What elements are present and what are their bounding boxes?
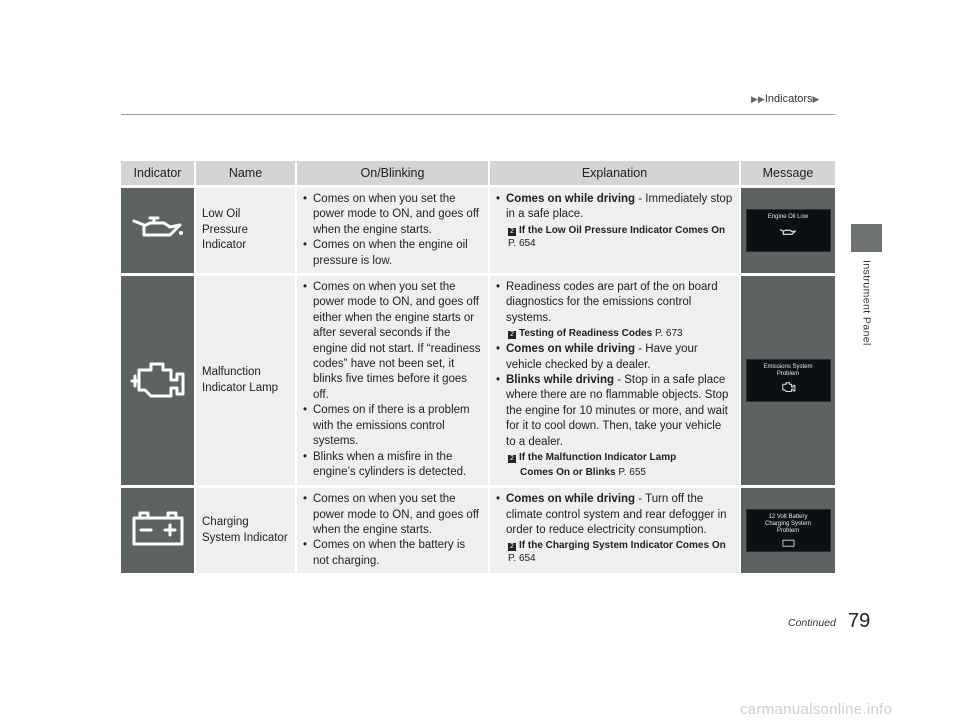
name-cell <box>196 188 297 273</box>
on-blinking-cell <box>297 488 490 573</box>
indicator-name: Low Oil Pressure Indicator <box>202 208 249 252</box>
emphasis: Comes on while driving <box>506 343 636 356</box>
oil-can-icon <box>130 213 186 243</box>
reference-page: P. 655 <box>618 467 646 479</box>
header-on-blinking: On/Blinking <box>297 161 490 185</box>
reference-title: If the Malfunction Indicator Lamp <box>519 452 677 464</box>
indicator-table <box>121 158 835 576</box>
section-label-text: Instrument Panel <box>860 260 873 346</box>
cross-reference[interactable] <box>496 451 733 464</box>
message-text: Problem <box>776 371 800 378</box>
emphasis: Comes on while driving <box>506 493 636 506</box>
message-text: Emissions System <box>763 364 813 371</box>
watermark: carmanualsonline.info <box>740 701 893 718</box>
message-cell <box>741 276 835 485</box>
table-header-row <box>121 161 835 185</box>
list-item: • Comes on if there is a problem with the emissions control systems. <box>303 403 482 449</box>
cross-reference[interactable] <box>496 539 733 565</box>
cross-reference[interactable] <box>496 327 733 340</box>
reference-icon: 2 <box>508 543 516 551</box>
explanation-cell <box>490 276 741 485</box>
indicator-name: Malfunction Indicator Lamp <box>202 366 279 394</box>
continued-note: Continued <box>788 617 836 629</box>
message-cell <box>741 488 835 573</box>
breadcrumb <box>751 93 819 105</box>
reference-icon: 2 <box>508 455 516 463</box>
list-item: • Readiness codes are part of the on board diagnostics for the emissions control systems. <box>496 280 733 326</box>
indicator-cell <box>121 276 196 485</box>
list-item: • Comes on when you set the power mode to ON, and goes off when the engine starts. <box>303 192 482 238</box>
list-item: • Comes on when you set the power mode to ON, and goes off either when the engine starts or after several seconds if the engine did not start. If “readiness codes” have not been set, it blinks five times before it goes off. <box>303 280 482 403</box>
header-rule <box>121 114 835 115</box>
name-cell <box>196 276 297 485</box>
header-message: Message <box>741 161 835 185</box>
section-tab <box>851 224 882 252</box>
indicator-cell <box>121 188 196 273</box>
on-blinking-cell <box>297 188 490 273</box>
indicator-name: Charging System Indicator <box>202 516 288 544</box>
cross-reference-continued[interactable] <box>496 466 733 479</box>
reference-icon: 2 <box>508 228 516 236</box>
engine-icon <box>129 358 187 398</box>
explanation-text: - Immediately stop in a safe place. <box>506 193 733 221</box>
oil-can-icon <box>777 227 799 237</box>
emphasis: Blinks while driving <box>506 374 614 387</box>
message-screen <box>746 209 831 252</box>
message-screen <box>746 509 831 552</box>
page-number: 79 <box>848 610 871 632</box>
header-indicator: Indicator <box>121 161 196 185</box>
breadcrumb-arrow-icon: ▶ <box>812 94 820 104</box>
reference-page: P. 673 <box>654 328 683 340</box>
message-text: Charging System <box>764 521 812 528</box>
explanation-text: - Stop in a safe place where there are no flammable objects. Stop the engine for 10 minutes or more, and wait for it to cool down. Then, take your vehicle to a dealer. <box>506 374 729 448</box>
explanation-cell <box>490 188 741 273</box>
on-blinking-cell <box>297 276 490 485</box>
message-text: Problem <box>776 528 800 535</box>
table-row <box>121 188 835 273</box>
cross-reference[interactable] <box>496 224 733 250</box>
list-item <box>496 492 733 538</box>
explanation-text: - Turn off the climate control system and rear defogger in order to reduce electricity consumption. <box>506 493 727 536</box>
breadcrumb-arrow-icon: ▶▶ <box>751 94 765 104</box>
reference-page: P. 654 <box>508 553 536 565</box>
battery-icon <box>782 538 795 547</box>
explanation-text: - Have your vehicle checked by a dealer. <box>506 343 698 371</box>
list-item: • Comes on when the engine oil pressure is low. <box>303 238 482 269</box>
battery-icon <box>130 510 186 546</box>
list-item: • Comes on when you set the power mode to ON, and goes off when the engine starts. <box>303 492 482 538</box>
section-label <box>851 256 882 376</box>
message-screen <box>746 359 831 402</box>
reference-title: Testing of Readiness Codes <box>519 328 653 340</box>
message-cell <box>741 188 835 273</box>
emphasis: Comes on while driving <box>506 193 636 205</box>
reference-title: If the Low Oil Pressure Indicator Comes On <box>519 224 726 236</box>
breadcrumb-label: Indicators <box>764 93 813 105</box>
indicator-cell <box>121 488 196 573</box>
list-item <box>496 192 733 223</box>
list-item: • Blinks when a misfire in the engine’s cylinders is detected. <box>303 450 482 481</box>
reference-page: P. 654 <box>508 237 536 249</box>
name-cell <box>196 488 297 573</box>
reference-icon: 2 <box>508 331 516 339</box>
reference-title: If the Charging System Indicator Comes On <box>519 540 726 552</box>
list-item <box>496 342 733 373</box>
table-row <box>121 276 835 485</box>
reference-title: Comes On or Blinks <box>520 467 616 479</box>
message-text: Engine Oil Low <box>767 214 809 221</box>
list-item <box>496 373 733 450</box>
header-explanation: Explanation <box>490 161 741 185</box>
table-row <box>121 488 835 573</box>
engine-icon <box>780 381 796 392</box>
header-name: Name <box>196 161 297 185</box>
message-text: 12 Volt Battery <box>768 514 808 521</box>
explanation-cell <box>490 488 741 573</box>
list-item: • Comes on when the battery is not charging. <box>303 538 482 569</box>
